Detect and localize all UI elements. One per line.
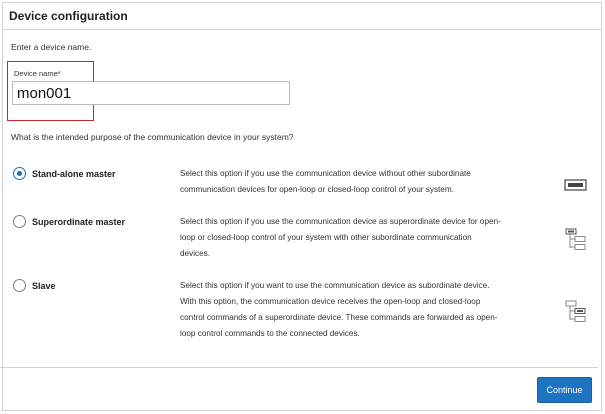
description-line: With this option, the communication device receives the open-loop and closed-loop <box>180 297 481 306</box>
description-line: Select this option if you use the communication device as superordinate device for open- <box>180 217 501 226</box>
continue-button[interactable]: Continue <box>537 377 592 403</box>
option-description-stand-alone-master <box>180 166 540 198</box>
stand-alone-device-icon <box>564 178 588 197</box>
option-label-slave[interactable]: Slave <box>32 281 56 291</box>
radio-stand-alone-master[interactable] <box>13 167 26 180</box>
superordinate-tree-icon <box>564 228 588 257</box>
device-name-label: Device name* <box>14 69 61 78</box>
option-label-stand-alone-master[interactable]: Stand-alone master <box>32 169 116 179</box>
footer-divider <box>0 367 598 368</box>
description-line: loop control commands to the connected devices. <box>180 329 360 338</box>
radio-superordinate-master[interactable] <box>13 215 26 228</box>
description-line: control commands of a superordinate device. These commands are forwarded as open- <box>180 313 498 322</box>
intro-text: Enter a device name. <box>11 42 92 52</box>
slave-tree-icon <box>564 300 588 329</box>
description-line: communication devices for open-loop or closed-loop control of your system. <box>180 185 454 194</box>
description-line: Select this option if you want to use the communication device as subordinate device. <box>180 281 490 290</box>
description-line: Select this option if you use the communication device without other subordinate <box>180 169 471 178</box>
dialog-header <box>3 3 601 30</box>
radio-slave[interactable] <box>13 279 26 292</box>
option-description-slave <box>180 278 540 342</box>
description-line: loop or closed-loop control of your system with other subordinate communication <box>180 233 472 242</box>
description-line: devices. <box>180 249 211 258</box>
purpose-question: What is the intended purpose of the communication device in your system? <box>11 132 294 142</box>
option-label-superordinate-master[interactable]: Superordinate master <box>32 217 126 227</box>
device-name-input[interactable] <box>12 81 290 105</box>
option-description-superordinate-master <box>180 214 540 262</box>
dialog-title: Device configuration <box>9 9 128 23</box>
